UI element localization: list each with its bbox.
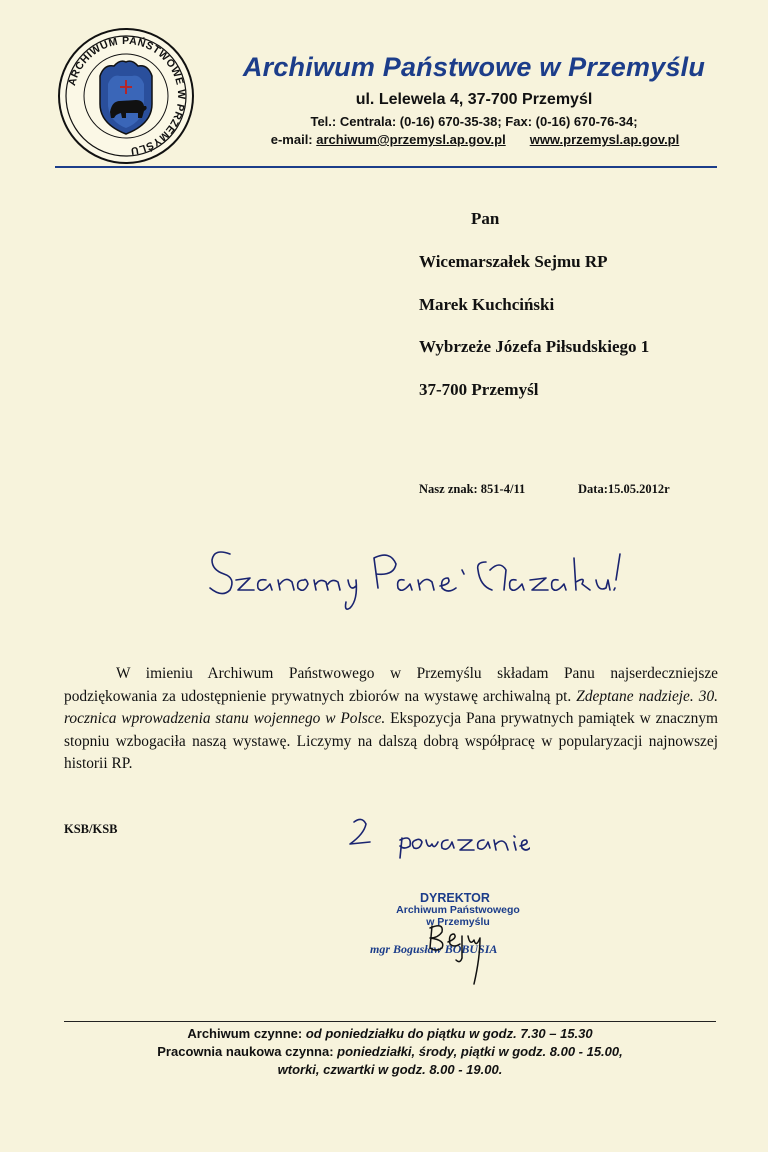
organization-name: Archiwum Państwowe w Przemyślu (242, 52, 706, 82)
footer-opening-hours (64, 1026, 716, 1041)
letter-body (64, 663, 718, 776)
footer-divider (64, 1021, 716, 1022)
stamp-director-name: mgr Bogusław BOBUSIA (370, 942, 498, 956)
handwritten-salutation (200, 540, 640, 620)
archive-seal-logo (56, 26, 196, 166)
organization-address: ul. Lelewela 4, 37-700 Przemyśl (355, 91, 593, 108)
body-text-part1: W imieniu Archiwum Państwowego w Przemyślu składam Panu najserdeczniejsze podziękowania za udostępnienie prywatnych zbiorów na wystawę archiwalną pt. (64, 665, 718, 705)
footer-reading-room-value: poniedziałki, środy, piątki w godz. 8.00 - 15.00, (337, 1044, 623, 1059)
footer-opening-value: od poniedziałku do piątku w godz. 7.30 – 15.30 (305, 1026, 593, 1041)
exhibition-title: Zdeptane nadzieje. 30. rocznica wprowadzenia stanu wojennego w Polsce. (64, 687, 718, 727)
email-label: e-mail: (270, 132, 313, 147)
director-signature (418, 918, 498, 986)
reference-number: Nasz znak: 851-4/11 (419, 482, 526, 496)
footer-reading-room-hours-2 (64, 1062, 716, 1077)
recipient-city: 37-700 Przemyśl (419, 380, 539, 399)
recipient-position: Wicemarszałek Sejmu RP (419, 252, 608, 271)
website-link[interactable]: www.przemysl.ap.gov.pl (529, 132, 680, 147)
recipient-title: Pan (471, 209, 500, 228)
recipient-name: Marek Kuchciński (419, 295, 555, 314)
header-divider (55, 166, 717, 168)
letter-date: Data:15.05.2012r (578, 482, 670, 496)
handwritten-closing (340, 812, 530, 867)
footer-reading-room-hours (64, 1044, 716, 1059)
email-link[interactable]: archiwum@przemysl.ap.gov.pl (316, 132, 506, 147)
recipient-street: Wybrzeże Józefa Piłsudskiego 1 (419, 337, 650, 356)
organization-contact-line (230, 132, 720, 147)
footer-reading-room-label: Pracownia naukowa czynna: (157, 1044, 338, 1059)
svg-text:ARCHIWUM PAŃSTWOWE W PRZEMYŚLU: ARCHIWUM PAŃSTWOWE W PRZEMYŚLU (66, 34, 188, 157)
stamp-title: DYREKTOR (420, 891, 490, 905)
stamp-location: w Przemyślu (426, 916, 490, 928)
email-group (271, 132, 506, 147)
stamp-institution: Archiwum Państwowego (396, 904, 520, 916)
body-text-part2: Ekspozycja Pana prywatnych pamiątek w znacznym stopniu wzbogaciła naszą wystawę. Liczymy na dalszą dobrą współpracę w popularyzacji najnowszej historii RP. (64, 710, 718, 772)
footer-opening-label: Archiwum czynne: (187, 1026, 306, 1041)
document-initials: KSB/KSB (64, 822, 118, 836)
footer-reading-room-value-2: wtorki, czwartki w godz. 8.00 - 19.00. (277, 1062, 503, 1077)
organization-phone-fax: Tel.: Centrala: (0-16) 670-35-38; Fax: (0-16) 670-76-34; (310, 114, 638, 129)
